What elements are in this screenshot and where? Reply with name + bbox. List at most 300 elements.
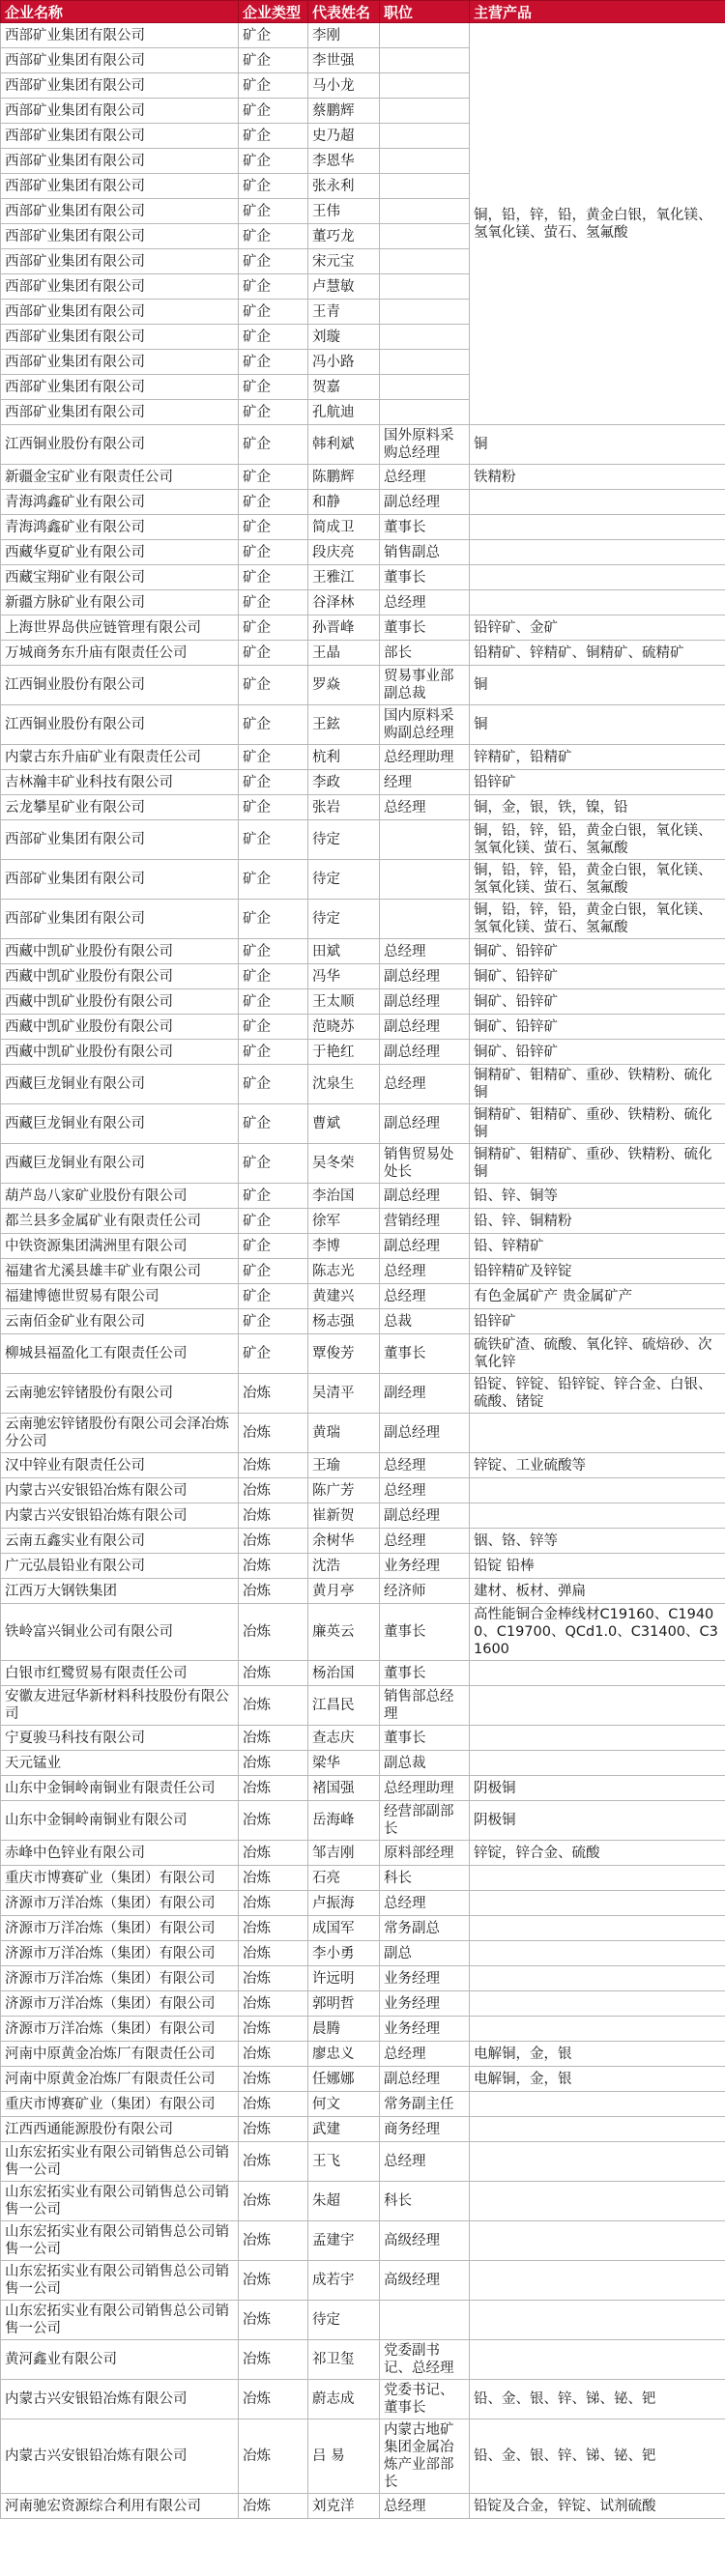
cell-company-name: 青海鸿鑫矿业有限公司 <box>1 490 239 515</box>
cell-company-type: 矿企 <box>239 565 308 590</box>
cell-company-type: 冶炼 <box>239 1478 308 1503</box>
cell-rep-name: 许远明 <box>308 1966 380 1991</box>
cell-company-type: 矿企 <box>239 1309 308 1334</box>
cell-position <box>380 99 470 124</box>
cell-rep-name: 成若宇 <box>308 2261 380 2301</box>
table-row <box>1 1991 725 2017</box>
cell-company-type: 矿企 <box>239 375 308 400</box>
cell-company-name: 中铁资源集团满洲里有限公司 <box>1 1234 239 1259</box>
cell-company-type: 矿企 <box>239 425 308 465</box>
cell-rep-name: 郭明哲 <box>308 1991 380 2017</box>
cell-company-type: 冶炼 <box>239 1941 308 1966</box>
cell-rep-name: 李恩华 <box>308 149 380 174</box>
cell-company-type: 矿企 <box>239 465 308 490</box>
cell-company-name: 新疆方脉矿业有限公司 <box>1 590 239 615</box>
cell-rep-name: 张永利 <box>308 174 380 199</box>
cell-company-name: 西部矿业集团有限公司 <box>1 350 239 375</box>
cell-main-products: 铜，铅，锌，铅，黄金白银，氧化镁、氢氧化镁、萤石、氢氟酸 <box>470 820 725 860</box>
cell-position: 副总 <box>380 1941 470 1966</box>
cell-rep-name: 冯小路 <box>308 350 380 375</box>
cell-company-name: 西藏中凯矿业股份有限公司 <box>1 1015 239 1040</box>
cell-company-type: 矿企 <box>239 1234 308 1259</box>
cell-main-products <box>470 1866 725 1891</box>
cell-company-type: 矿企 <box>239 860 308 900</box>
cell-rep-name: 成国军 <box>308 1916 380 1941</box>
cell-company-name: 西部矿业集团有限公司 <box>1 124 239 149</box>
cell-position: 科长 <box>380 2182 470 2221</box>
table-row <box>1 1309 725 1334</box>
table-row <box>1 1503 725 1529</box>
cell-position <box>380 224 470 249</box>
cell-company-name: 云南驰宏锌锗股份有限公司 <box>1 1374 239 1414</box>
cell-company-name: 上海世界岛供应链管理有限公司 <box>1 615 239 641</box>
cell-company-name: 西部矿业集团有限公司 <box>1 99 239 124</box>
table-row <box>1 770 725 795</box>
cell-rep-name: 罗焱 <box>308 666 380 705</box>
cell-company-type: 冶炼 <box>239 2301 308 2340</box>
cell-company-type: 矿企 <box>239 99 308 124</box>
cell-position: 总经理助理 <box>380 1776 470 1801</box>
cell-rep-name: 田斌 <box>308 939 380 964</box>
cell-rep-name: 李政 <box>308 770 380 795</box>
cell-position: 营销经理 <box>380 1209 470 1234</box>
cell-company-name: 铁岭富兴铜业公司有限公司 <box>1 1604 239 1661</box>
cell-position: 总经理 <box>380 465 470 490</box>
cell-main-products <box>470 565 725 590</box>
cell-main-products <box>470 515 725 540</box>
cell-rep-name: 褚国强 <box>308 1776 380 1801</box>
cell-company-type: 冶炼 <box>239 1374 308 1414</box>
cell-company-type: 冶炼 <box>239 2182 308 2221</box>
cell-position: 总经理 <box>380 2042 470 2067</box>
table-row <box>1 515 725 540</box>
table-row <box>1 2494 725 2519</box>
cell-position: 总经理 <box>380 1259 470 1284</box>
cell-company-name: 西藏巨龙铜业有限公司 <box>1 1104 239 1144</box>
cell-company-name: 内蒙古兴安银铅冶炼有限公司 <box>1 1503 239 1529</box>
cell-rep-name: 杨志强 <box>308 1309 380 1334</box>
cell-company-name: 西部矿业集团有限公司 <box>1 900 239 939</box>
cell-company-type: 矿企 <box>239 989 308 1015</box>
cell-main-products <box>470 1661 725 1686</box>
table-row <box>1 2117 725 2142</box>
table-row <box>1 964 725 989</box>
cell-main-products: 铜矿、铅锌矿 <box>470 964 725 989</box>
cell-company-name: 重庆市博赛矿业（集团）有限公司 <box>1 2092 239 2117</box>
table-row <box>1 1966 725 1991</box>
cell-company-name: 西部矿业集团有限公司 <box>1 249 239 274</box>
cell-company-name: 西部矿业集团有限公司 <box>1 274 239 300</box>
cell-position: 原料部经理 <box>380 1841 470 1866</box>
cell-company-name: 西部矿业集团有限公司 <box>1 325 239 350</box>
cell-company-name: 济源市万洋冶炼（集团）有限公司 <box>1 1991 239 2017</box>
cell-company-name: 西部矿业集团有限公司 <box>1 860 239 900</box>
cell-main-products: 铅锭、锌锭、铅锌锭、锌合金、白银、硫酸、锗锭 <box>470 1374 725 1414</box>
cell-rep-name: 段庆亮 <box>308 540 380 565</box>
cell-company-type: 矿企 <box>239 300 308 325</box>
cell-position <box>380 199 470 224</box>
cell-position: 高级经理 <box>380 2261 470 2301</box>
table-row <box>1 2092 725 2117</box>
table-row <box>1 1209 725 1234</box>
cell-company-name: 都兰县多金属矿业有限责任公司 <box>1 1209 239 1234</box>
cell-main-products <box>470 1478 725 1503</box>
cell-company-type: 矿企 <box>239 224 308 249</box>
cell-company-type: 矿企 <box>239 515 308 540</box>
cell-company-name: 内蒙古东升庙矿业有限责任公司 <box>1 745 239 770</box>
cell-position <box>380 23 470 48</box>
cell-company-type: 矿企 <box>239 1284 308 1309</box>
table-row <box>1 2042 725 2067</box>
cell-position <box>380 375 470 400</box>
cell-main-products: 铜 <box>470 666 725 705</box>
table-body <box>1 23 725 2519</box>
cell-rep-name: 徐军 <box>308 1209 380 1234</box>
header-company-type: 企业类型 <box>239 1 308 23</box>
cell-company-type: 矿企 <box>239 641 308 666</box>
cell-rep-name: 邹吉刚 <box>308 1841 380 1866</box>
table-row <box>1 1891 725 1916</box>
cell-company-type: 冶炼 <box>239 1453 308 1478</box>
cell-main-products <box>470 1751 725 1776</box>
cell-rep-name: 王雅江 <box>308 565 380 590</box>
cell-company-name: 西藏中凯矿业股份有限公司 <box>1 939 239 964</box>
cell-rep-name: 曹斌 <box>308 1104 380 1144</box>
cell-position: 副总经理 <box>380 1015 470 1040</box>
cell-main-products: 铜精矿、钼精矿、重砂、铁精粉、硫化铜 <box>470 1065 725 1104</box>
cell-company-name: 西部矿业集团有限公司 <box>1 199 239 224</box>
cell-company-type: 冶炼 <box>239 2261 308 2301</box>
cell-position: 副总经理 <box>380 1040 470 1065</box>
table-row <box>1 615 725 641</box>
cell-company-name: 西藏巨龙铜业有限公司 <box>1 1065 239 1104</box>
cell-rep-name: 黄瑞 <box>308 1414 380 1453</box>
cell-company-name: 西部矿业集团有限公司 <box>1 400 239 425</box>
cell-company-type: 矿企 <box>239 73 308 99</box>
cell-position: 总经理 <box>380 1529 470 1554</box>
cell-main-products: 阴极铜 <box>470 1776 725 1801</box>
cell-company-type: 冶炼 <box>239 2067 308 2092</box>
cell-main-products <box>470 2142 725 2182</box>
cell-company-name: 山东宏拓实业有限公司销售总公司销售一公司 <box>1 2301 239 2340</box>
cell-position: 常务副总 <box>380 1916 470 1941</box>
cell-main-products: 铅锌矿 <box>470 1309 725 1334</box>
cell-company-type: 冶炼 <box>239 1916 308 1941</box>
cell-position: 董事长 <box>380 1726 470 1751</box>
cell-company-type: 冶炼 <box>239 1503 308 1529</box>
cell-company-type: 冶炼 <box>239 1891 308 1916</box>
cell-main-products: 阴极铜 <box>470 1801 725 1841</box>
cell-position: 常务副主任 <box>380 2092 470 2117</box>
cell-company-name: 西部矿业集团有限公司 <box>1 224 239 249</box>
cell-company-type: 矿企 <box>239 274 308 300</box>
cell-position: 董事长 <box>380 1334 470 1374</box>
cell-position: 副经理 <box>380 1374 470 1414</box>
table-row <box>1 1015 725 1040</box>
cell-position: 高级经理 <box>380 2221 470 2261</box>
cell-position <box>380 249 470 274</box>
cell-rep-name: 马小龙 <box>308 73 380 99</box>
cell-rep-name: 祁卫玺 <box>308 2340 380 2380</box>
cell-company-name: 云南驰宏锌锗股份有限公司会泽冶炼分公司 <box>1 1414 239 1453</box>
cell-company-type: 冶炼 <box>239 1414 308 1453</box>
cell-main-products: 硫铁矿渣、硫酸、氧化锌、硫焙砂、次氧化锌 <box>470 1334 725 1374</box>
header-position: 职位 <box>380 1 470 23</box>
cell-main-products: 铅锌矿、金矿 <box>470 615 725 641</box>
table-row <box>1 1801 725 1841</box>
table-row <box>1 425 725 465</box>
cell-main-products <box>470 2117 725 2142</box>
header-company-name: 企业名称 <box>1 1 239 23</box>
cell-position <box>380 900 470 939</box>
cell-position: 经营部副部长 <box>380 1801 470 1841</box>
cell-rep-name: 李治国 <box>308 1184 380 1209</box>
table-row <box>1 2142 725 2182</box>
cell-company-type: 矿企 <box>239 964 308 989</box>
cell-company-name: 河南中原黄金冶炼厂有限责任公司 <box>1 2067 239 2092</box>
cell-company-name: 济源市万洋冶炼（集团）有限公司 <box>1 2017 239 2042</box>
table-row <box>1 745 725 770</box>
cell-company-type: 矿企 <box>239 350 308 375</box>
table-row <box>1 1478 725 1503</box>
cell-rep-name: 王伟 <box>308 199 380 224</box>
cell-main-products: 高性能铜合金棒线材C19160、C19400、C19700、QCd1.0、C31400、C31600 <box>470 1604 725 1661</box>
cell-company-type: 冶炼 <box>239 2117 308 2142</box>
cell-company-name: 西藏中凯矿业股份有限公司 <box>1 989 239 1015</box>
cell-main-products <box>470 2261 725 2301</box>
cell-company-type: 矿企 <box>239 1259 308 1284</box>
cell-company-name: 福建博德世贸易有限公司 <box>1 1284 239 1309</box>
cell-company-type: 矿企 <box>239 1334 308 1374</box>
cell-position <box>380 174 470 199</box>
cell-position: 部长 <box>380 641 470 666</box>
cell-company-name: 西部矿业集团有限公司 <box>1 300 239 325</box>
cell-company-name: 西部矿业集团有限公司 <box>1 73 239 99</box>
cell-main-products <box>470 490 725 515</box>
cell-position: 总经理 <box>380 1478 470 1503</box>
cell-company-name: 天元锰业 <box>1 1751 239 1776</box>
cell-main-products: 铜 <box>470 705 725 745</box>
cell-rep-name: 韩利斌 <box>308 425 380 465</box>
cell-company-name: 济源市万洋冶炼（集团）有限公司 <box>1 1916 239 1941</box>
cell-rep-name: 史乃超 <box>308 124 380 149</box>
cell-company-type: 矿企 <box>239 249 308 274</box>
cell-rep-name: 沈浩 <box>308 1554 380 1579</box>
cell-rep-name: 孔航迪 <box>308 400 380 425</box>
cell-company-name: 济源市万洋冶炼（集团）有限公司 <box>1 1941 239 1966</box>
cell-rep-name: 覃俊芳 <box>308 1334 380 1374</box>
cell-rep-name: 黄月亭 <box>308 1579 380 1604</box>
cell-main-products <box>470 1991 725 2017</box>
table-row <box>1 540 725 565</box>
cell-company-type: 冶炼 <box>239 1751 308 1776</box>
table-row <box>1 1661 725 1686</box>
cell-main-products: 锌精矿，铅精矿 <box>470 745 725 770</box>
cell-rep-name: 待定 <box>308 860 380 900</box>
cell-main-products: 铜 <box>470 425 725 465</box>
cell-company-type: 冶炼 <box>239 1529 308 1554</box>
cell-company-type: 冶炼 <box>239 1966 308 1991</box>
cell-rep-name: 张岩 <box>308 795 380 820</box>
cell-position: 国内原料采购副总经理 <box>380 705 470 745</box>
cell-rep-name: 余树华 <box>308 1529 380 1554</box>
cell-rep-name: 朱超 <box>308 2182 380 2221</box>
cell-company-type: 冶炼 <box>239 1776 308 1801</box>
cell-main-products: 铜矿、铅锌矿 <box>470 1040 725 1065</box>
cell-company-name: 西部矿业集团有限公司 <box>1 149 239 174</box>
cell-main-products: 铜，铅，锌，铅，黄金白银，氧化镁、氢氧化镁、萤石、氢氟酸 <box>470 860 725 900</box>
table-row <box>1 2067 725 2092</box>
cell-position <box>380 860 470 900</box>
cell-rep-name: 吕 易 <box>308 2419 380 2494</box>
cell-company-name: 山东中金铜岭南铜业有限责任公司 <box>1 1776 239 1801</box>
cell-position: 董事长 <box>380 1661 470 1686</box>
table-row <box>1 1579 725 1604</box>
cell-rep-name: 刘克洋 <box>308 2494 380 2519</box>
cell-position: 总经理 <box>380 939 470 964</box>
cell-main-products <box>470 1891 725 1916</box>
cell-main-products: 铜精矿、钼精矿、重砂、铁精粉、硫化铜 <box>470 1104 725 1144</box>
cell-company-type: 冶炼 <box>239 2142 308 2182</box>
cell-rep-name: 蔚志成 <box>308 2380 380 2419</box>
cell-main-products: 建材、板材、弹扁 <box>470 1579 725 1604</box>
cell-position <box>380 48 470 73</box>
cell-rep-name: 吴冬荣 <box>308 1144 380 1184</box>
cell-position: 董事长 <box>380 1604 470 1661</box>
cell-company-name: 西部矿业集团有限公司 <box>1 23 239 48</box>
cell-company-type: 矿企 <box>239 1144 308 1184</box>
cell-main-products-merged: 铜，铅，锌，铅，黄金白银，氧化镁、氢氧化镁、萤石、氢氟酸 <box>470 23 725 425</box>
cell-company-name: 内蒙古兴安银铅冶炼有限公司 <box>1 1478 239 1503</box>
table-row <box>1 820 725 860</box>
cell-main-products <box>470 2017 725 2042</box>
cell-position: 经济师 <box>380 1579 470 1604</box>
cell-main-products <box>470 590 725 615</box>
cell-company-type: 矿企 <box>239 1104 308 1144</box>
cell-position <box>380 149 470 174</box>
cell-position: 经理 <box>380 770 470 795</box>
cell-position: 董事长 <box>380 615 470 641</box>
cell-company-type: 矿企 <box>239 770 308 795</box>
table-row <box>1 1776 725 1801</box>
cell-position <box>380 73 470 99</box>
cell-position: 董事长 <box>380 565 470 590</box>
cell-rep-name: 李小勇 <box>308 1941 380 1966</box>
cell-main-products: 铅、锌、铜等 <box>470 1184 725 1209</box>
cell-company-name: 山东宏拓实业有限公司销售总公司销售一公司 <box>1 2261 239 2301</box>
table-row <box>1 989 725 1015</box>
cell-main-products: 铅、锌精矿 <box>470 1234 725 1259</box>
cell-rep-name: 沈泉生 <box>308 1065 380 1104</box>
cell-company-type: 冶炼 <box>239 1841 308 1866</box>
cell-main-products <box>470 1726 725 1751</box>
cell-rep-name: 董巧龙 <box>308 224 380 249</box>
table-row <box>1 1916 725 1941</box>
cell-position: 副总经理 <box>380 989 470 1015</box>
table-row <box>1 1065 725 1104</box>
cell-main-products <box>470 2340 725 2380</box>
cell-main-products <box>470 2301 725 2340</box>
cell-company-name: 山东宏拓实业有限公司销售总公司销售一公司 <box>1 2142 239 2182</box>
cell-company-name: 葫芦岛八家矿业股份有限公司 <box>1 1184 239 1209</box>
cell-main-products <box>470 1916 725 1941</box>
table-row <box>1 705 725 745</box>
cell-position <box>380 124 470 149</box>
cell-company-type: 冶炼 <box>239 1726 308 1751</box>
table-row <box>1 1751 725 1776</box>
cell-rep-name: 任娜娜 <box>308 2067 380 2092</box>
cell-position: 副总经理 <box>380 1503 470 1529</box>
cell-company-type: 矿企 <box>239 705 308 745</box>
cell-rep-name: 王飞 <box>308 2142 380 2182</box>
cell-company-type: 矿企 <box>239 48 308 73</box>
cell-rep-name: 崔新贺 <box>308 1503 380 1529</box>
cell-company-type: 冶炼 <box>239 2380 308 2419</box>
table-row <box>1 490 725 515</box>
cell-main-products: 铅锌精矿及锌锭 <box>470 1259 725 1284</box>
cell-position: 业务经理 <box>380 1554 470 1579</box>
cell-position: 总经理 <box>380 2494 470 2519</box>
table-row <box>1 2301 725 2340</box>
cell-company-name: 宁夏骏马科技有限公司 <box>1 1726 239 1751</box>
table-row <box>1 1259 725 1284</box>
table-row <box>1 939 725 964</box>
cell-company-name: 云龙攀星矿业有限公司 <box>1 795 239 820</box>
table-row <box>1 1414 725 1453</box>
cell-company-name: 江西铜业股份有限公司 <box>1 705 239 745</box>
cell-company-name: 西藏巨龙铜业有限公司 <box>1 1144 239 1184</box>
table-row <box>1 2340 725 2380</box>
cell-main-products <box>470 1966 725 1991</box>
table-row <box>1 2380 725 2419</box>
table-row <box>1 1453 725 1478</box>
cell-main-products <box>470 1686 725 1726</box>
table-row <box>1 1234 725 1259</box>
cell-company-type: 矿企 <box>239 149 308 174</box>
cell-position: 总经理 <box>380 2142 470 2182</box>
cell-company-name: 济源市万洋冶炼（集团）有限公司 <box>1 1891 239 1916</box>
table-row <box>1 795 725 820</box>
table-row <box>1 1726 725 1751</box>
cell-company-type: 冶炼 <box>239 2340 308 2380</box>
cell-main-products: 铜，金，银，铁，镍，铅 <box>470 795 725 820</box>
cell-main-products: 铅、金、银、锌、锑、铋、钯 <box>470 2380 725 2419</box>
cell-company-name: 济源市万洋冶炼（集团）有限公司 <box>1 1966 239 1991</box>
cell-rep-name: 刘璇 <box>308 325 380 350</box>
cell-position: 董事长 <box>380 515 470 540</box>
table-row <box>1 1104 725 1144</box>
cell-rep-name: 陈志光 <box>308 1259 380 1284</box>
cell-rep-name: 王青 <box>308 300 380 325</box>
cell-company-name: 新疆金宝矿业有限责任公司 <box>1 465 239 490</box>
cell-position: 副总经理 <box>380 1184 470 1209</box>
cell-position: 总经理 <box>380 1453 470 1478</box>
cell-company-type: 冶炼 <box>239 1686 308 1726</box>
cell-position: 总经理助理 <box>380 745 470 770</box>
cell-company-name: 江西铜业股份有限公司 <box>1 666 239 705</box>
cell-position: 副总经理 <box>380 2067 470 2092</box>
cell-main-products: 铅锌矿 <box>470 770 725 795</box>
cell-company-type: 矿企 <box>239 540 308 565</box>
cell-company-type: 矿企 <box>239 615 308 641</box>
cell-rep-name: 李世强 <box>308 48 380 73</box>
cell-rep-name: 待定 <box>308 900 380 939</box>
table-row <box>1 1184 725 1209</box>
cell-company-type: 冶炼 <box>239 1579 308 1604</box>
cell-position: 总经理 <box>380 1891 470 1916</box>
cell-main-products <box>470 1414 725 1453</box>
cell-company-name: 西藏宝翔矿业有限公司 <box>1 565 239 590</box>
